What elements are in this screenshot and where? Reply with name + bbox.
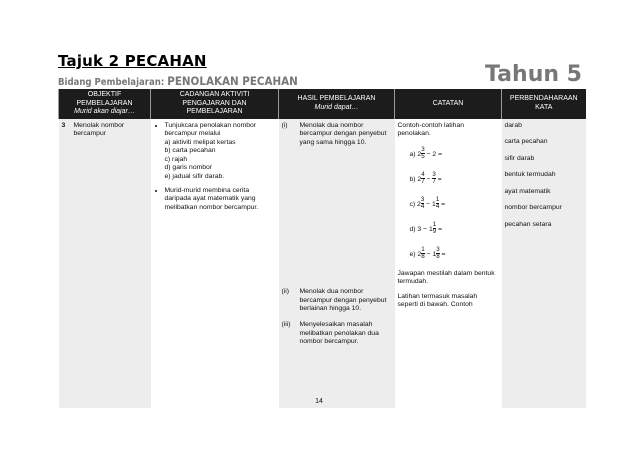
header-objektif: OBJEKTIF PEMBELAJARAN Murid akan diajar… [59,89,151,119]
vocab-item: nombor bercampur [504,204,562,212]
cell-catatan: Contoh-contoh latihan penolakan. a) 2 $\frac{3}{5}$ − 2 = b) 2 $\frac{4}{7}$ − $\frac{3}{7}$ = c) 2 $\frac{3}{4}$ − 1 $\frac{1}{4}$ = d) 3 − 1 $\frac{1}{9}$ = e) 2 $\frac{1}{8}$ − 1 $\frac{3}{8}$ = Jawapan mestilah dalam bentuk termudah. Latihan termasuk masalah seperti di bawah. Contoh [395,119,502,408]
cell-objektif: 3 Menolak nombor bercampur [59,119,151,408]
cell-hasil [279,119,395,408]
page-title: Tajuk 2 PECAHAN [58,52,207,70]
year-label: Tahun 5 [485,62,582,87]
vocab-item: pecahan setara [504,221,552,229]
cell-kata [502,119,586,408]
vocab-item: carta pecahan [504,138,548,146]
page-number: 14 [315,398,323,405]
table-header [59,89,586,119]
activity-bullet: • Tunjukcara penolakan nombor bercampur melalui a) aktiviti melipat kertas b) carta pecahan c) rajah d) garis nombor e) jadual sifir darab. [165,122,276,182]
header-catatan: CATATAN [395,89,502,119]
cell-aktiviti [151,119,279,408]
header-hasil: HASIL PEMBELAJARAN Murid dapat… [279,89,395,119]
header-aktiviti: CADANGAN AKTIVITI PENGAJARAN DAN PEMBELAJARAN [151,89,279,119]
outcome-item: (i) Menolak dua nombor bercampur dengan penyebut yang sama hingga 10. [281,121,387,146]
learning-area-label: Bidang Pembelajaran: [58,77,165,88]
vocab-item: bentuk termudah [504,171,556,179]
learning-area-value: PENOLAKAN PECAHAN [167,74,298,88]
header-kata: PERBENDAHARAAN KATA [502,89,586,119]
example-d: d) 3 − 1 $\frac{1}{9}$ = [409,220,443,236]
activity-bullet: • Murid-murid membina cerita daripada ayat matematik yang melibatkan nombor bercampur. [165,187,276,213]
learning-area [58,74,298,88]
example-a: a) 2 $\frac{3}{5}$ − 2 = [409,145,443,161]
vocab-item: sifir darab [504,154,535,162]
example-e: e) 2 $\frac{1}{8}$ − 1 $\frac{3}{8}$ = [409,245,446,261]
example-b: b) 2 $\frac{4}{7}$ − $\frac{3}{7}$ = [409,170,442,186]
vocab-item: ayat matematik [504,187,551,195]
vocab-item: darab [504,121,522,129]
outcome-item: (ii) Menolak dua nombor bercampur dengan penyebut berlainan hingga 10. [281,288,387,313]
outcome-item: (iii) Menyelesaikan masalah melibatkan penolakan dua nombor bercampur. [281,321,379,346]
lesson-table [58,89,586,408]
example-c: c) 2 $\frac{3}{4}$ − 1 $\frac{1}{4}$ = [409,195,446,211]
table-row [59,119,586,408]
